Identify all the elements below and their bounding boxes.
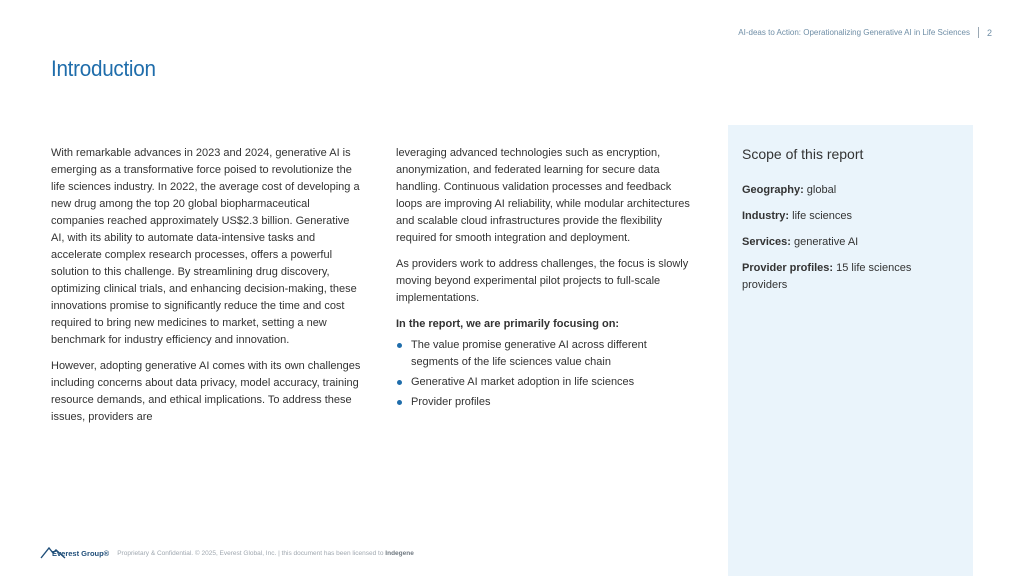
paragraph: leveraging advanced technologies such as encryption, anonymization, and federated learning for secure data handling. Continuous validation processes and feedback loops are improving AI reliability, while modular architectures and scalable cloud infrastructures provide the flexibility required for smooth integration and deployment. bbox=[396, 147, 690, 244]
scope-item-geography bbox=[742, 182, 957, 199]
scope-label: Geography: bbox=[742, 184, 804, 196]
header bbox=[738, 27, 992, 38]
list-item: The value promise generative AI across different segments of the life sciences value chain bbox=[396, 337, 696, 371]
paragraph: As providers work to address challenges, the focus is slowly moving beyond experimental pilot projects to full-scale implementations. bbox=[396, 258, 689, 304]
list-item: Provider profiles bbox=[396, 394, 696, 411]
page-number: 2 bbox=[986, 27, 992, 38]
scope-value: global bbox=[806, 184, 837, 196]
focus-heading: In the report, we are primarily focusing on: bbox=[396, 318, 620, 330]
footer bbox=[40, 545, 414, 559]
page-title: Introduction bbox=[51, 56, 156, 81]
scope-item-industry bbox=[742, 208, 957, 225]
logo-text: Everest Group® bbox=[52, 549, 110, 558]
scope-label: Industry: bbox=[742, 210, 790, 222]
scope-title: Scope of this report bbox=[742, 146, 864, 162]
scope-item-services bbox=[742, 234, 957, 251]
scope-list bbox=[742, 182, 957, 303]
scope-value: life sciences bbox=[792, 210, 853, 222]
scope-item-provider-profiles bbox=[742, 260, 957, 294]
header-divider bbox=[978, 27, 979, 38]
document-title: AI-deas to Action: Operationalizing Generative AI in Life Sciences bbox=[738, 28, 970, 37]
focus-list bbox=[396, 337, 696, 411]
scope-label: Provider profiles: bbox=[742, 262, 834, 274]
body-column-left bbox=[51, 145, 361, 435]
licensee-name: Indegene bbox=[385, 550, 414, 557]
everest-group-logo bbox=[40, 545, 109, 559]
body-column-middle bbox=[396, 145, 696, 414]
scope-value: 15 life sciences providers bbox=[742, 262, 912, 291]
list-item: Generative AI market adoption in life sciences bbox=[396, 374, 696, 391]
confidential-text: Proprietary & Confidential. © 2025, Everest Global, Inc. | this document has been licensed to bbox=[117, 550, 384, 557]
scope-label: Services: bbox=[742, 236, 791, 248]
confidential-note bbox=[117, 550, 414, 557]
paragraph: However, adopting generative AI comes with its own challenges including concerns about data privacy, model accuracy, training resource demands, and ethical implications. To address these issues, providers are bbox=[51, 360, 361, 423]
scope-panel bbox=[728, 125, 973, 576]
scope-value: generative AI bbox=[794, 236, 859, 248]
paragraph: With remarkable advances in 2023 and 2024, generative AI is emerging as a transformative force poised to revolutionize the life sciences industry. In 2022, the average cost of developing a new drug among the top 20 global biopharmaceutical companies reached approximately US$2.3 billion. Generative AI, with its ability to automate data-intensive tasks and accelerate complex research processes, offers a powerful solution to this challenge. By streamlining drug discovery, optimizing clinical trials, and enhancing decision-making, these innovations promise to significantly reduce the time and cost required to bring new medicines to market, setting a new benchmark for industry efficiency and innovation. bbox=[51, 147, 360, 346]
